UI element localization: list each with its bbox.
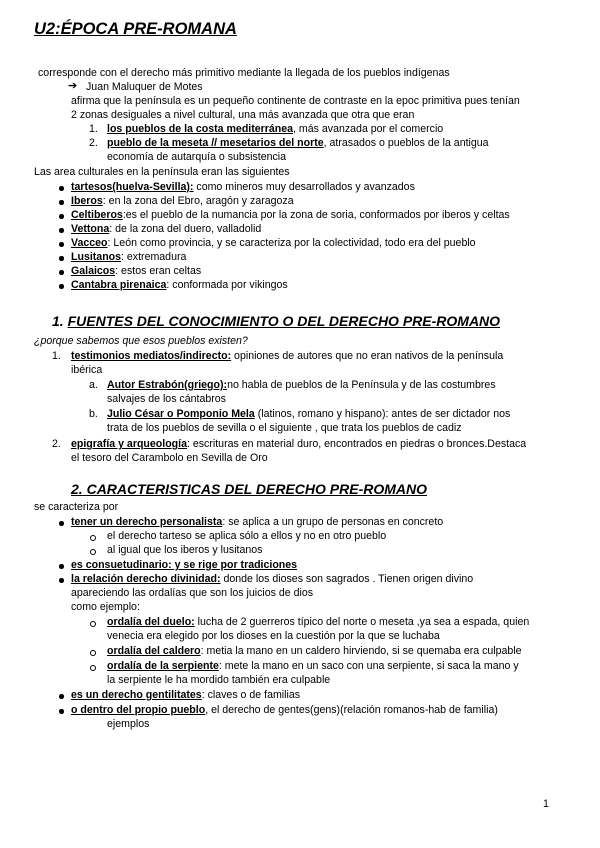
list-item: Lusitanos: extremadura [71,251,187,263]
intro-line: afirma que la península es un pequeño continente de contraste en la epoc primitiva pues tenían [71,95,520,107]
bullet-icon [59,564,64,569]
page-number: 1 [543,798,549,810]
list-number: 2. [52,438,61,450]
circle-bullet-icon [90,650,96,656]
sub-item: al igual que los iberos y lusitanos [107,544,263,556]
list-item: Cantabra pirenaica: conformada por vikingos [71,279,288,291]
bullet-icon [59,256,64,261]
list-item-cont: apareciendo las ordalías que son los juicios de dios [71,587,314,599]
bullet-icon [59,694,64,699]
intro-line: corresponde con el derecho más primitivo mediante la llegada de los pueblos indígenas [38,67,450,79]
bullet-icon [59,709,64,714]
paragraph: Las area culturales en la península eran las siguientes [34,166,290,178]
arrow-icon: ➔ [68,80,78,92]
list-item: tartesos(huelva-Sevilla): como mineros muy desarrollados y avanzados [71,181,415,193]
bullet-icon [59,214,64,219]
list-letter: a. [89,379,98,391]
bullet-icon [59,242,64,247]
circle-bullet-icon [90,549,96,555]
intro-line: 2 zonas desiguales a nivel cultural, una más avanzada que otra que eran [71,109,415,121]
list-item: es un derecho gentilitates: claves o de familias [71,689,301,701]
list-item: Julio César o Pomponio Mela (latinos, romano y hispano): antes de ser dictador nos [107,408,511,420]
list-item: los pueblos de la costa mediterránea, más avanzada por el comercio [107,123,444,135]
list-item: Vettona: de la zona del duero, valladolid [71,223,262,235]
list-number: 1. [89,123,98,135]
list-number: 1. [52,350,61,362]
list-item: tener un derecho personalista: se aplica a un grupo de personas en concreto [71,516,444,528]
list-item: es consuetudinario: y se rige por tradiciones [71,559,298,571]
list-item: Celtiberos:es el pueblo de la numancia por la zona de soria, conformados por iberos y celtas [71,209,510,221]
circle-bullet-icon [90,535,96,541]
sub-item: ordalía del caldero: metia la mano en un caldero hirviendo, si se quemaba era culpable [107,645,522,657]
bullet-icon [59,200,64,205]
bullet-icon [59,228,64,233]
bullet-icon [59,186,64,191]
list-number: 2. [89,137,98,149]
sub-item-cont: la serpiente le ha mordido también era culpable [107,674,331,686]
list-item: pueblo de la meseta // mesetarios del norte, atrasados o pueblos de la antigua [107,137,489,149]
circle-bullet-icon [90,665,96,671]
page-title: U2:ÉPOCA PRE-ROMANA [34,20,237,38]
sub-item: el derecho tarteso se aplica sólo a ellos y no en otro pueblo [107,530,387,542]
circle-bullet-icon [90,621,96,627]
bullet-icon [59,284,64,289]
question: ¿porque sabemos que esos pueblos existen? [34,335,248,347]
list-item-cont: ibérica [71,364,103,376]
author-name: Juan Maluquer de Motes [86,81,203,93]
list-item-cont: como ejemplo: [71,601,140,613]
list-item: Vacceo: León como provincia, y se caracteriza por la colectividad, todo era del pueblo [71,237,476,249]
bullet-icon [59,270,64,275]
list-item: Autor Estrabón(griego):no habla de pueblos de la Península y de las costumbres [107,379,496,391]
bullet-icon [59,521,64,526]
sub-item: ordalía del duelo: lucha de 2 guerreros típico del norte o meseta ,ya sea a espada, quien [107,616,530,628]
list-item: Iberos: en la zona del Ebro, aragón y zaragoza [71,195,294,207]
sub-item-cont: venecia era elegido por los dioses en la cuestión por la que se luchaba [107,630,440,642]
section-heading: 2. CARACTERISTICAS DEL DERECHO PRE-ROMANO [71,481,428,497]
paragraph: se caracteriza por [34,501,119,513]
list-item-cont: ejemplos [107,718,150,730]
list-item-cont: salvajes de los cántabros [107,393,226,405]
bullet-icon [59,578,64,583]
sub-item: ordalía de la serpiente: mete la mano en un saco con una serpiente, si saca la mano y [107,660,519,672]
list-item-cont: el tesoro del Carambolo en Sevilla de Oro [71,452,268,464]
list-item: o dentro del propio pueblo, el derecho de gentes(gens)(relación romanos-hab de familia) [71,704,498,716]
list-item: Galaicos: estos eran celtas [71,265,202,277]
list-item-cont: trata de los pueblos de sevilla o el siguiente , que trata los pueblos de cadiz [107,422,462,434]
list-letter: b. [89,408,98,420]
list-item: testimonios mediatos/indirecto: opiniones de autores que no eran nativos de la península [71,350,504,362]
list-item: epigrafía y arqueología: escrituras en material duro, encontrados en piedras o bronces.Destaca [71,438,527,450]
list-item-cont: economía de autarquía o subsistencia [107,151,287,163]
section-heading: 1. FUENTES DEL CONOCIMIENTO O DEL DERECHO PRE-ROMANO [52,313,501,329]
list-item: la relación derecho divinidad: donde los dioses son sagrados . Tienen origen divino [71,573,474,585]
